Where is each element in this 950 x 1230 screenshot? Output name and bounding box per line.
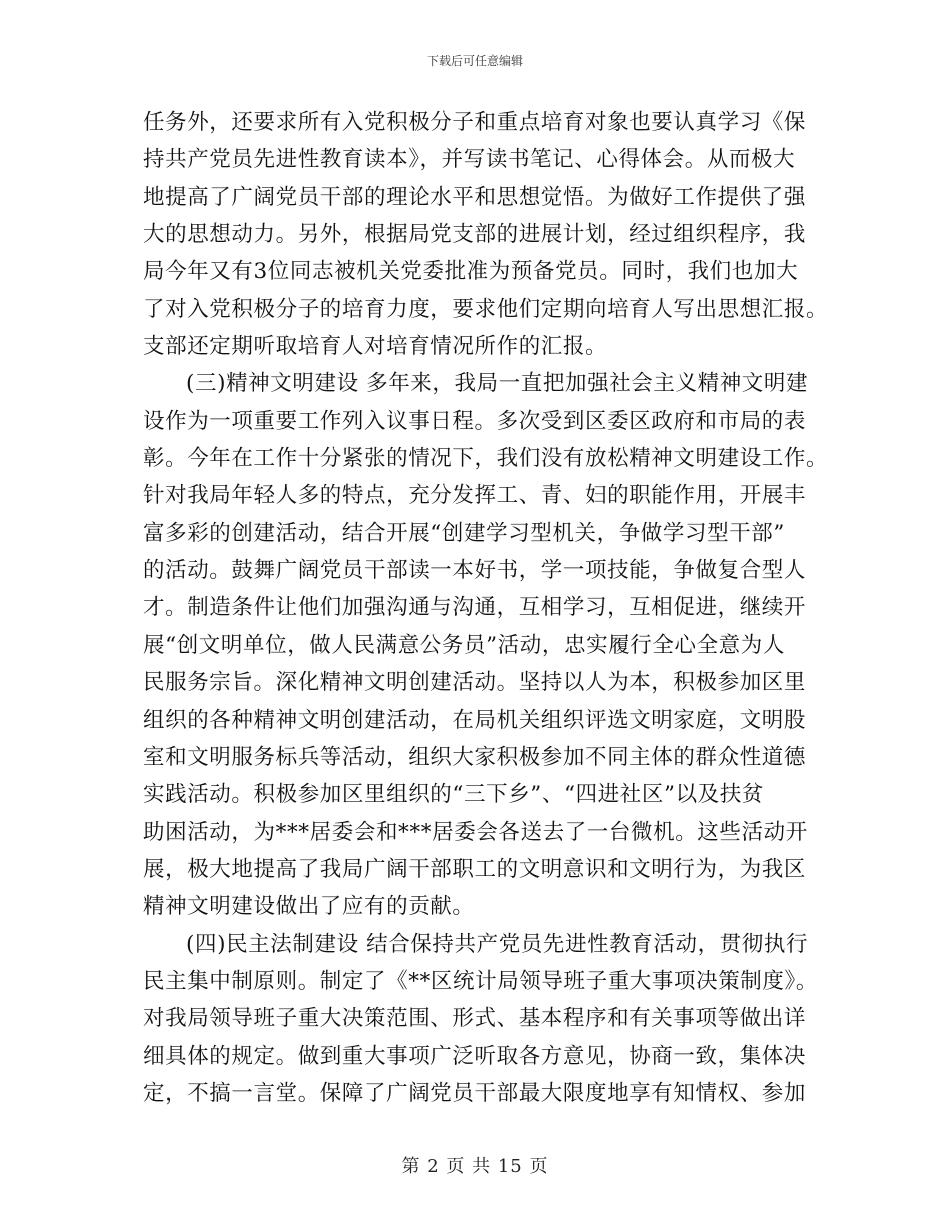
text-line: 实践活动。积极参加区里组织的“三下乡”、“四进社区”以及扶贫 xyxy=(143,782,764,808)
text-line: 展“创文明单位，做人民满意公务员”活动，忠实履行全心全意为人 xyxy=(143,632,785,658)
text-line: 对我局领导班子重大决策范围、形式、基本程序和有关事项等做出详 xyxy=(143,1006,807,1032)
text-line: 组织的各种精神文明创建活动，在局机关组织评选文明家庭，文明股 xyxy=(143,707,807,733)
text-line: 民服务宗旨。深化精神文明创建活动。坚持以人为本，积极参加区里 xyxy=(143,670,807,696)
text-line: 民主集中制原则。制定了《**区统计局领导班子重大事项决策制度》。 xyxy=(143,968,818,994)
page-footer: 第 2 页 共 15 页 xyxy=(401,1156,549,1177)
text-line: 地提高了广阔党员干部的理论水平和思想觉悟。为做好工作提供了强 xyxy=(143,184,807,210)
text-line: 针对我局年轻人多的特点，充分发挥工、青、妇的职能作用，开展丰 xyxy=(143,483,807,509)
text-line: 助困活动，为***居委会和***居委会各送去了一台微机。这些活动开 xyxy=(143,819,808,845)
text-line: 细具体的规定。做到重大事项广泛听取各方意见，协商一致，集体决 xyxy=(143,1043,807,1069)
text-line: 了对入党积极分子的培育力度，要求他们定期向培育人写出思想汇报。 xyxy=(143,296,829,322)
document-body xyxy=(143,104,829,1112)
section-heading-line: (三)精神文明建设 多年来，我局一直把加强社会主义精神文明建 xyxy=(186,371,809,397)
text-line: 才。制造条件让他们加强沟通与沟通，互相学习，互相促进，继续开 xyxy=(143,595,807,621)
page-header: 下载后可任意编辑 xyxy=(426,54,523,68)
text-line: 支部还定期听取培育人对培育情况所作的汇报。 xyxy=(143,334,608,360)
text-line: 室和文明服务标兵等活动，组织大家积极参加不同主体的群众性道德 xyxy=(143,744,807,770)
text-line: 持共产党员先进性教育读本》，并写读书笔记、心得体会。从而极大 xyxy=(143,147,796,173)
text-line: 展，极大地提高了我局广阔干部职工的文明意识和文明行为，为我区 xyxy=(143,856,807,882)
text-line: 的活动。鼓舞广阔党员干部读一本好书，学一项技能，争做复合型人 xyxy=(143,558,807,584)
text-line: 富多彩的创建活动，结合开展“创建学习型机关，争做学习型干部” xyxy=(143,520,785,546)
text-line: 彰。今年在工作十分紧张的情况下，我们没有放松精神文明建设工作。 xyxy=(143,446,829,472)
text-line: 设作为一项重要工作列入议事日程。多次受到区委区政府和市局的表 xyxy=(143,408,807,434)
text-line: 精神文明建设做出了应有的贡献。 xyxy=(143,894,475,920)
text-line: 任务外，还要求所有入党积极分子和重点培育对象也要认真学习《保 xyxy=(143,110,807,135)
text-line: 定，不搞一言堂。保障了广阔党员干部最大限度地享有知情权、参加 xyxy=(143,1080,807,1106)
text-line: 局今年又有3位同志被机关党委批准为预备党员。同时，我们也加大 xyxy=(143,259,799,285)
section-heading-line: (四)民主法制建设 结合保持共产党员先进性教育活动，贯彻执行 xyxy=(186,931,809,957)
text-line: 大的思想动力。另外，根据局党支部的进展计划，经过组织程序，我 xyxy=(143,222,807,248)
